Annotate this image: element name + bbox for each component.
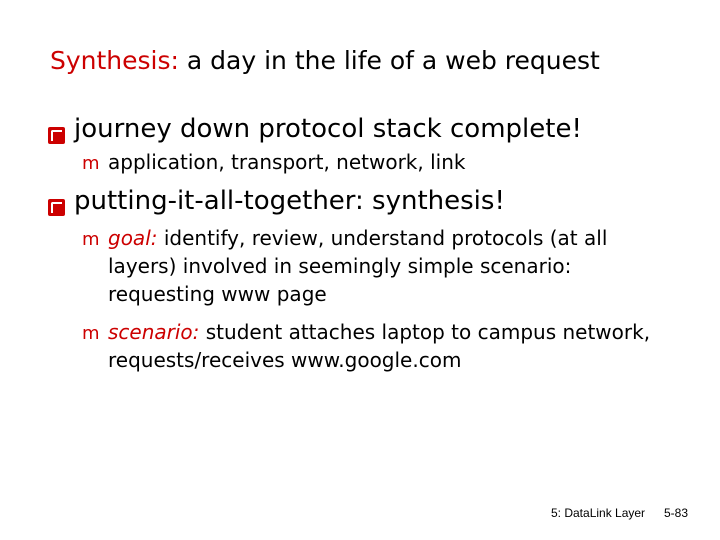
slide-title-accent: Synthesis: xyxy=(50,46,179,75)
red-square-bullet-icon xyxy=(48,199,65,216)
footer-page-number: 5-83 xyxy=(664,506,689,520)
sub-bullet-marker-icon: m xyxy=(82,153,100,174)
slide-title xyxy=(50,46,600,75)
sub-bullet-text: application, transport, network, link xyxy=(108,150,466,174)
sub-bullet-goal xyxy=(82,224,682,314)
bullet-synthesis xyxy=(48,186,505,222)
bullet-journey xyxy=(48,114,582,150)
red-square-bullet-icon xyxy=(48,127,65,144)
slide-title-text: a day in the life of a web request xyxy=(178,46,600,75)
sub-bullet-scenario xyxy=(82,318,682,378)
bullet-text: putting-it-all-together: synthesis! xyxy=(74,186,505,216)
sub-bullet-text: scenario: student attaches laptop to campus network, requests/receives www.google.com xyxy=(108,320,651,372)
sub-bullet-marker-icon: m xyxy=(82,229,100,250)
sub-bullet-marker-icon: m xyxy=(82,323,100,344)
sub-bullet-layers xyxy=(82,148,682,178)
footer-chapter: 5: DataLink Layer xyxy=(551,506,646,520)
sub-bullet-text: goal: identify, review, understand protocols (at all layers) involved in seemingly simple scenario: requesting www page xyxy=(108,226,608,306)
bullet-text: journey down protocol stack complete! xyxy=(74,114,582,144)
